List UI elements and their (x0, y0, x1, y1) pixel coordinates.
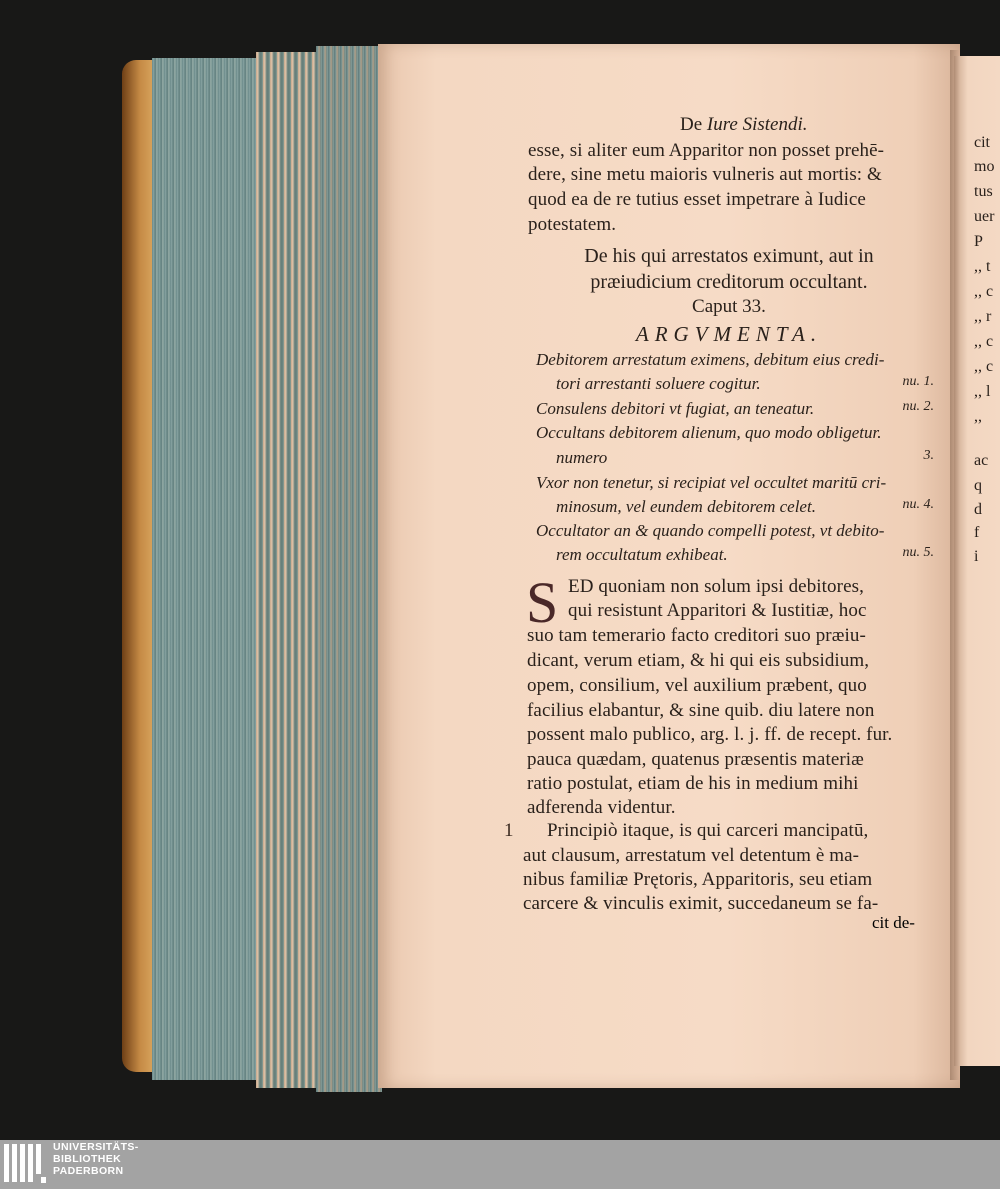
library-name-line: BIBLIOTHEK (53, 1153, 122, 1165)
next-page-fragment: mo (974, 158, 995, 175)
argument-line: Occultator an & quando compelli potest, vt debito- (536, 521, 885, 540)
argument-line: numero 3. (556, 448, 934, 467)
paragraph-line: carcere & vinculis eximit, succedaneum se fa- (523, 893, 879, 914)
next-page-fragment: ,, l (974, 383, 991, 400)
next-page-fragment: ,, r (974, 308, 992, 325)
argument-line: rem occultatum exhibeat. nu. 5. (556, 545, 934, 564)
argument-number: nu. 2. (902, 399, 934, 414)
page-block-middle (256, 52, 320, 1088)
library-name-line: PADERBORN (53, 1165, 124, 1177)
paragraph-line: dicant, verum etiam, & hi qui eis subsidium, (527, 650, 870, 671)
argument-line: Occultans debitorem alienum, quo modo obligetur. (536, 423, 882, 442)
paragraph-line: opem, consilium, vel auxilium præbent, quo (527, 675, 867, 696)
next-page-fragment: ,, t (974, 258, 991, 275)
argument-number: nu. 1. (902, 374, 934, 389)
argument-number: nu. 5. (902, 545, 934, 560)
argument-number: 3. (923, 448, 934, 463)
argument-line: Consulens debitori vt fugiat, an teneatur. nu. 2. (536, 399, 934, 418)
next-page-fragment: ,, c (974, 283, 994, 300)
next-page-fragment: i (974, 548, 979, 565)
library-name-line: UNIVERSITÄTS- (53, 1141, 139, 1153)
paragraph-line: nibus familiæ Prętoris, Apparitoris, seu etiam (523, 869, 873, 890)
chapter-heading-line: præiudicium creditorum occultant. (590, 271, 868, 293)
library-footer-bar (0, 1140, 1000, 1189)
paragraph-line: adferenda videntur. (527, 797, 676, 818)
next-page-fragment: q (974, 477, 982, 494)
next-page-fragment: uer (974, 208, 995, 225)
library-logo-icon (4, 1144, 46, 1185)
intro-line: potestatem. (528, 214, 617, 235)
next-page-fragment: tus (974, 183, 993, 200)
page-gutter-shadow (950, 50, 960, 1080)
paragraph-line: possent malo publico, arg. l. j. ff. de recept. fur. (527, 724, 893, 745)
intro-line: esse, si aliter eum Apparitor non posset prehē- (528, 140, 885, 161)
argument-line: Vxor non tenetur, si recipiat vel occultet maritū cri- (536, 473, 887, 492)
next-page-fragment: d (974, 501, 982, 518)
intro-line: dere, sine metu maioris vulneris aut mortis: & (528, 164, 882, 185)
argument-line: Debitorem arrestatum eximens, debitum eius credi- (536, 350, 885, 369)
next-page-fragment: cit (974, 134, 990, 151)
next-page-fragment: f (974, 524, 980, 541)
paragraph-line: facilius elabantur, & sine quib. diu latere non (527, 700, 875, 721)
drop-cap: S (526, 570, 559, 635)
marginal-number: 1 (504, 820, 514, 841)
next-page-fragment: P (974, 233, 983, 250)
next-page-fragment: ,, c (974, 358, 994, 375)
next-page-fragment: ac (974, 452, 989, 469)
argument-line: tori arrestanti soluere cogitur. nu. 1. (556, 374, 934, 393)
catchword: cit de- (872, 913, 915, 932)
argument-number: nu. 4. (902, 497, 934, 512)
paragraph-line: Principiò itaque, is qui carceri mancipatū, (547, 820, 869, 841)
paragraph-line: pauca quædam, quatenus præsentis materiæ (527, 749, 864, 770)
page-block-right (316, 46, 382, 1092)
next-page-fragment: ,, (974, 408, 982, 425)
paragraph-line: aut clausum, arrestatum vel detentum è ma- (523, 845, 860, 866)
intro-line: quod ea de re tutius esset impetrare à Iudice (528, 189, 866, 210)
caput-number: Caput 33. (692, 296, 766, 317)
page-block-left (152, 58, 256, 1080)
argument-line: minosum, vel eundem debitorem celet. nu. 4. (556, 497, 934, 516)
argumenta-title: ARGVMENTA. (635, 322, 823, 346)
running-head: De Iure Sistendi. (680, 114, 808, 135)
paragraph-line: qui resistunt Apparitori & Iustitiæ, hoc (568, 600, 867, 621)
paragraph-line: ratio postulat, etiam de his in medium mihi (527, 773, 859, 794)
next-page-fragment: ,, c (974, 333, 994, 350)
paragraph-line: ED quoniam non solum ipsi debitores, (568, 576, 864, 597)
paragraph-line: suo tam temerario facto creditori suo præiu- (527, 625, 866, 646)
chapter-heading-line: De his qui arrestatos eximunt, aut in (584, 245, 874, 267)
